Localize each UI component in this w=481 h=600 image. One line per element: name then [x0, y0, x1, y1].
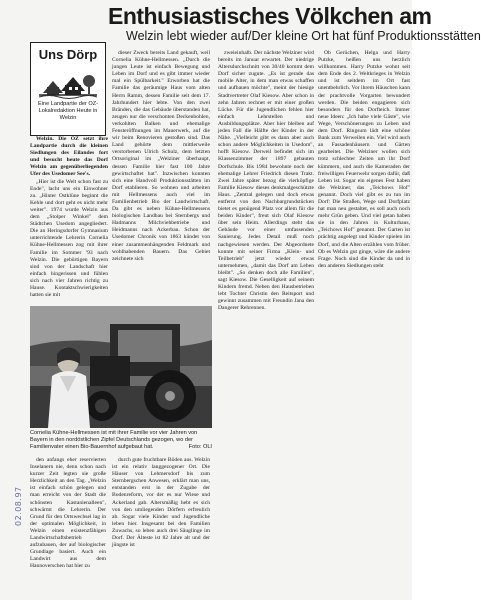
photo-caption [30, 430, 212, 451]
subheadline: Welzin lebt wieder auf/Der kleine Ort hat fünf Produktionsstätten [126, 29, 481, 43]
column-4 [318, 50, 410, 598]
village-illustration-icon [39, 63, 97, 99]
intro-column [30, 136, 108, 306]
logo-title: Uns Dörp [38, 47, 98, 62]
photo-caption-text: Cornelia Kühne-Hellmessen ist mit ihrer Familie vor vier Jahren von Bayern in den nordöstlichen Zipfel Deutschlands gezogen, wo der Familienvater einen Bio-Bauernhof aufgebaut hat. [30, 430, 198, 450]
photo-credit: Foto: OLI [188, 444, 212, 450]
column-3 [218, 50, 314, 570]
handwritten-date: 02.08.97 [14, 486, 23, 526]
uns-doerp-logo-box [30, 42, 106, 136]
logo-caption: Eine Landpartie der OZ-Lokalredaktion Heute in Welzin [37, 101, 98, 121]
tractor-photo [30, 306, 212, 428]
column-4-text: Ob Gerüchen, Helga und Harry Putzke, heißen uns herzlich willkommen. Harry Putzke wohnt seit dem Ende des 2. Weltkrieges in Welzin und ist seitdem im Ort fast unentbehrlich. Vor ihrem Häuschen kann der prachtvolle Vorgarten bewundert werden. Die beiden engagieren sich besonders für den Dorfteich. Immer neue Ideen: „Ich habe viele Gäste", wie Wege, Verschönerungen zu Leben und dem Dorf. Ringsum lädt eine schöne Bank zum Verweilen ein. Viel wird auch an Fassadenhäusern und Gärten gearbeitet. Die Welziner wollen sich trotz schlechter Zeiten um ihr Dorf kümmern, und auch die Kameraden der freiwilligen Feuerwehr sorgen dafür, daß Leben ist. Sogar ein eigenes Fest haben die Welziner, das „Teichows Hof" genannt. Doch viel gibt es zu tun im Dorf: Die Straßen, Wege und Dorfplatz hat man neu gestaltet, es soll auch noch mehr Grün geben. Und viel getan haben sie in den Jahren in Kulturhaus, „Teichows Hof" genannt. Der Garten ist prächtig angelegt und Kinder spielen im Dorf, und die Alten erzählen vom früher. Ob es Welzin gut ginge, wäre die andere Frage. Noch sind die Kinder da und in den anderen Siedlungen steht [318, 50, 410, 269]
column-2-bottom-text: durch gute fruchtbare Böden aus. Welzin ist ein relativ langgezogener Ort. Die Häuser von Lehmersdorf bis zum Sternbergschen Anwesen, erklärt man uns, entstanden erst in der Zugabe der Bodenreform, vor der es nur Wiese und Ackerland gab. Altersmäßig hebt es sich von den umliegenden Dörfern erfreulich ab. Sogar viele Kinder und Jugendliche leben hier. Insgesamt bei den Familien Zuwachs, so leben auch drei Säuglinge im Dorf. Der Älteste ist 82 Jahre alt und der jüngste ist [112, 457, 210, 549]
intro-paragraph: Welzin. Die OZ setzt ihre Landpartie durch die kleinen Siedlungen des Eilandes fort und besucht heute das Dorf Welzin am gegenüberliegenden Ufer des Usedomer See's. [30, 136, 108, 178]
column-1-bottom [30, 457, 106, 597]
column-1-text: „Hier ist die Welt schon fast zu Ende", lacht uns ein Einwohner zu. „Hinter Ostklüne beginnt die Kehle und dort geht es nicht mehr weiter". 1974 wurde Welzin aus dem „Stolper Winkel" dem Städtchen Usedom angegliedert. Die an Heringsdorfer Gymnasium unterrichtende Lehrerin Cornelia Kühne-Hellmessen zog mit ihrer Familie im Sommer '93 nach Welzin. Die gebürtigen Bayern sind von der Landschaft hier einfach hingerissen und fühlen sich nach vier Jahren richtig zu Hause. Kontaktschwierigkeiten hatten sie mit [30, 178, 108, 299]
column-2-text: dieser Zweck bereits Land gekauft, weil Cornelia Kühne-Hellmessen. „Durch die jungen Leute ist einfach Bewegung und Leben im Dorf und es gibt immer wieder mal ein Spülbarkeit." Erworben hat die Familie das geräumige Haus vom alten Herrn Ramm, dessen Familie seit dem 17. Jahrhundert hier lebte. Von den zwei Bränden, die das Gebäude überstanden hat, zeugen nur die verschonten Deckenbohlen, verkohlten Balken und ehemalige Fensteröffnungen im Mauerwerk, auf die wir beim Renovieren gestoßen sind. Das Land gehörte dem mittlerweile verstorbenen Ulrich Schulz, dem letzten Ortsoriginal im „Welziner überhaupt, dessen Familie hier fast 100 Jahre gewirtschaftet hat". Inzwischen konnten sich eine Handvoll Produktionsstätten im Dorf etablieren. So wohnen und arbeiten mit Hellmessens auch viel im Familienbetrieb Bio der Landwirtschaft. Da gibt es neben Kühne-Hellmessens biologischen Landbau bei Sternbergs und Hadmanns Milchviehbetriebe und Heidmanns nach Ackerbau. Schon der Usedomer Chronik von 1863 kündet von einer zusammenhängenden Feldmark und wohlhabenden Bauern. Das Gebiet zeichnete sich [112, 50, 210, 262]
column-2-top [112, 50, 210, 306]
column-1-bottom-text: den anfangs eher reservierten Inselanern nie, denn schon nach kurzer Zeit legten sie große Herzlichkeit an den Tag. „Welzin ist einfach schön gelegen und man erreicht von der Stadt die schönsten Kastanienalleen", schwärmt die Lehrerin. Der Grund für den Ortswechsel lag in der optimalen Möglichkeit, in Welzin einen existenzfähigen Landwirtschaftsbetrieb aufzubauen, der auf biologischer Grundlage basiert. Auch ein Landwirt aus dem Hannoverschen hat hier zu [30, 457, 106, 570]
headline: Enthusiastisches Völkchen am [108, 3, 432, 29]
column-3-text: zweieinhalb. Der nächste Welziner wird bereits im Januar erwartet. Der niedrige Altersdurchschnitt von 30/40 kommt dem Dorf sicher zugute. „Es ist gerade das mobile Alter, in dem man etwas schaffen und aufbauen möchte", meint der hiesige Stadtvertreter Olaf Kiesow. Aber schon in zehn Jahren rechnet er mit einer großen Lücke. Für die Jugendlichen fehlen hier einfach Lehrstellen und Ausbildungsplätze. Aber hier bleiben auf jeden Fall die Hälfte der Kinder in der Nähe. „Vielleicht gibt es dann aber auch schon andere Möglichkeiten in Usedom", hofft Kiesow. Derweil befindet sich im Klassenzimmer der 1897 gebauten Dorfschule. Bis 1984 bewohnte noch der ehemalige Lehrer Friedrich diesen Trakt. Zwei Jahre später bezog die vierköpfige Familie Kiesow dieses denkmalgeschützte Haus. „Zentral gelegen und doch etwas entfernt von den Nachbargrundstücken bietet es genügend Platz vor allem für die beiden Kinder", freut sich Olaf Kiesow über sein Heim. Allerdings steht das Gebäude vor einer umfassenden Sanierung. Jedes Detail muß noch nachgewiesen werden. Der Abgeordnete konnte mit seiner Firma „Klein- und Teilbetrieb" jetzt wieder etwas unternehmen, „damit das Dorf am Leben bleibt". „So denken doch alle Familien", sagt Kiesow. Die Geselligkeit auf seinem Kindern fremd. Neben den Hausbetrieben lebt Tochter Christin den Reitsport und gewinnt zusammen mit Freundin Jana den Dangerer Rehrennen. [218, 50, 314, 312]
column-2-bottom [112, 457, 210, 597]
